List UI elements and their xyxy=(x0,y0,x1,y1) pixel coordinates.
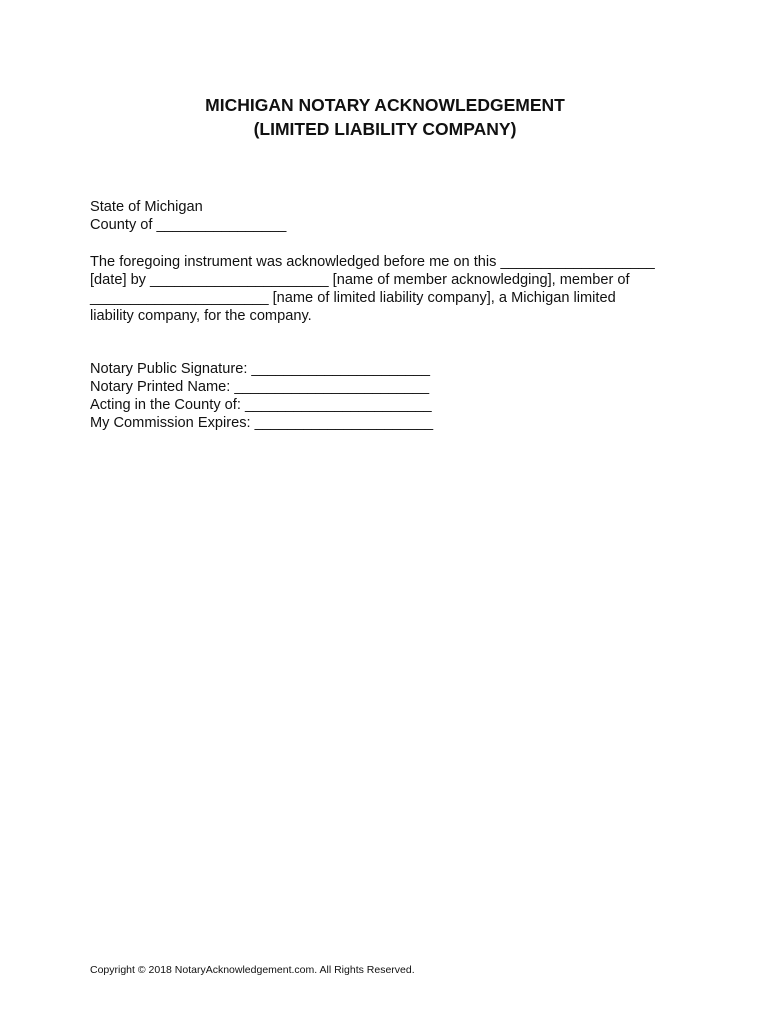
document-title xyxy=(0,93,770,141)
paragraph-line-1: The foregoing instrument was acknowledged before me on this ___________________ xyxy=(90,254,655,270)
paragraph-line-2: [date] by ______________________ [name of member acknowledging], member of xyxy=(90,272,630,288)
notary-block xyxy=(90,360,690,432)
notary-printed-name-line: Notary Printed Name: ________________________ xyxy=(90,379,430,395)
notary-signature-line: Notary Public Signature: ______________________ xyxy=(90,361,430,377)
acknowledgement-paragraph xyxy=(90,253,690,325)
title-line-1: MICHIGAN NOTARY ACKNOWLEDGEMENT xyxy=(205,95,565,115)
commission-expires-line: My Commission Expires: ______________________ xyxy=(90,415,434,431)
acting-county-line: Acting in the County of: _______________________ xyxy=(90,397,432,413)
paragraph-line-3: ______________________ [name of limited liability company], a Michigan limited xyxy=(90,290,616,306)
state-line: State of Michigan xyxy=(90,199,203,215)
venue-block xyxy=(90,198,690,234)
county-line: County of ________________ xyxy=(90,217,287,233)
paragraph-line-4: liability company, for the company. xyxy=(90,308,312,324)
copyright-footer: Copyright © 2018 NotaryAcknowledgement.com. All Rights Reserved. xyxy=(90,964,415,976)
title-line-2: (LIMITED LIABILITY COMPANY) xyxy=(253,119,517,139)
